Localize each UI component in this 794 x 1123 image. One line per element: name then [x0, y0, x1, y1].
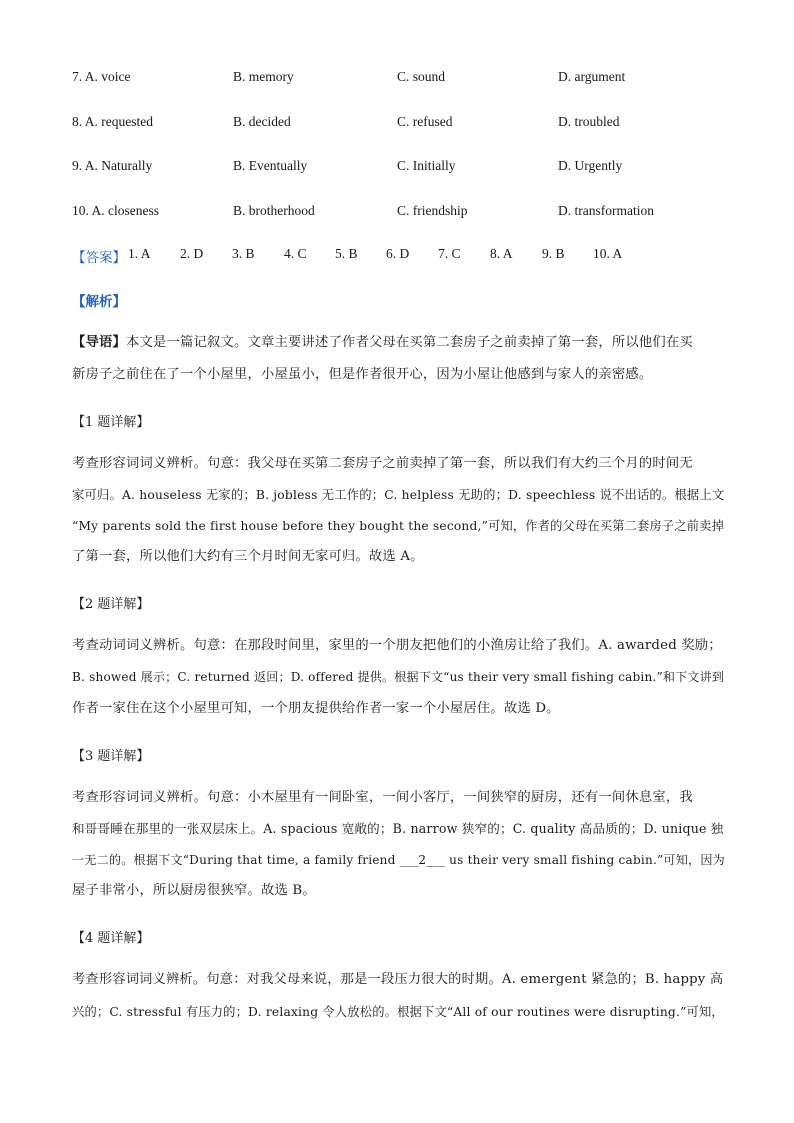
option-a: 8. A. requested [72, 114, 153, 129]
answer-item: 10. A [593, 246, 623, 261]
paragraph-line: 考查形容词词义辨析。句意：小木屋里有一间卧室，一间小客厅，一间狭窄的厨房，还有一间休息室，我 [72, 790, 693, 805]
answer-item: 9. B [542, 246, 565, 261]
guide-line: 本文是一篇记叙文。文章主要讲述了作者父母在买第二套房子之前卖掉了第一套，所以他们在买 [126, 335, 693, 350]
answer-item: 1. A [128, 246, 151, 261]
option-a: 10. A. closeness [72, 203, 159, 218]
q3-heading: 【3 题详解】 [72, 749, 150, 764]
paragraph-line: 考查形容词词义辨析。句意：我父母在买第二套房子之前卖掉了第一套，所以我们有大约三个月的时间无 [72, 456, 693, 471]
paragraph-line: 了第一套，所以他们大约有三个月时间无家可归。故选 A。 [72, 549, 424, 564]
paragraph-line: B. showed 展示；C. returned 返回；D. offered 提供。根据下文“us their very small fishing cabin.”和下文讲到 [72, 670, 725, 684]
answer-item: 3. B [232, 246, 255, 261]
option-d: D. troubled [558, 114, 620, 129]
q1-heading: 【1 题详解】 [72, 415, 150, 430]
option-a: 7. A. voice [72, 69, 131, 84]
answer-item: 7. C [438, 246, 461, 261]
paragraph-line: 和哥哥睡在那里的一张双层床上。A. spacious 宽敞的；B. narrow 狭窄的；C. quality 高品质的；D. unique 独 [72, 821, 724, 836]
answer-item: 2. D [180, 246, 204, 261]
option-a: 9. A. Naturally [72, 158, 153, 173]
answer-item: 6. D [386, 246, 410, 261]
paragraph-line: 一无二的。根据下文“During that time, a family friend ___2___ us their very small fishing cabin.”可知，因为 [72, 853, 725, 867]
paragraph-line: 考查形容词词义辨析。句意：对我父母来说，那是一段压力很大的时期。A. emergent 紧急的；B. happy 高 [72, 972, 724, 987]
option-d: D. Urgently [558, 158, 623, 173]
paragraph-line: 作者一家住在这个小屋里可知，一个朋友提供给作者一家一个小屋居住。故选 D。 [72, 701, 560, 716]
answer-item: 4. C [284, 246, 307, 261]
option-d: D. transformation [558, 203, 654, 218]
paragraph-line: 兴的；C. stressful 有压力的；D. relaxing 令人放松的。根据下文“All of our routines were disrupting.”可知， [72, 1005, 724, 1019]
analysis-label: 【解析】 [72, 294, 126, 310]
option-c: C. friendship [397, 203, 468, 218]
paragraph-line: 家可归。A. houseless 无家的；B. jobless 无工作的；C. helpless 无助的；D. speechless 说不出话的。根据上文 [72, 488, 725, 502]
option-d: D. argument [558, 69, 626, 84]
option-c: C. Initially [397, 158, 456, 173]
answer-item: 8. A [490, 246, 513, 261]
q2-heading: 【2 题详解】 [72, 597, 150, 612]
option-b: B. decided [233, 114, 291, 129]
answer-label: 【答案】 [72, 250, 126, 266]
paragraph-line: “My parents sold the first house before they bought the second,”可知，作者的父母在买第二套房子之前卖掉 [72, 519, 724, 533]
q4-heading: 【4 题详解】 [72, 931, 150, 946]
option-b: B. brotherhood [233, 203, 315, 218]
guide-line: 新房子之前住在了一个小屋里，小屋虽小，但是作者很开心，因为小屋让他感到与家人的亲密感。 [72, 367, 653, 382]
answer-item: 5. B [335, 246, 358, 261]
paragraph-line: 屋子非常小，所以厨房很狭窄。故选 B。 [72, 883, 316, 898]
paragraph-line: 考查动词词义辨析。句意：在那段时间里，家里的一个朋友把他们的小渔房让给了我们。A. awarded 奖励； [72, 638, 722, 653]
option-c: C. refused [397, 114, 453, 129]
option-b: B. Eventually [233, 158, 308, 173]
option-c: C. sound [397, 69, 446, 84]
option-b: B. memory [233, 69, 294, 84]
guide-label: 【导语】 [72, 335, 126, 350]
